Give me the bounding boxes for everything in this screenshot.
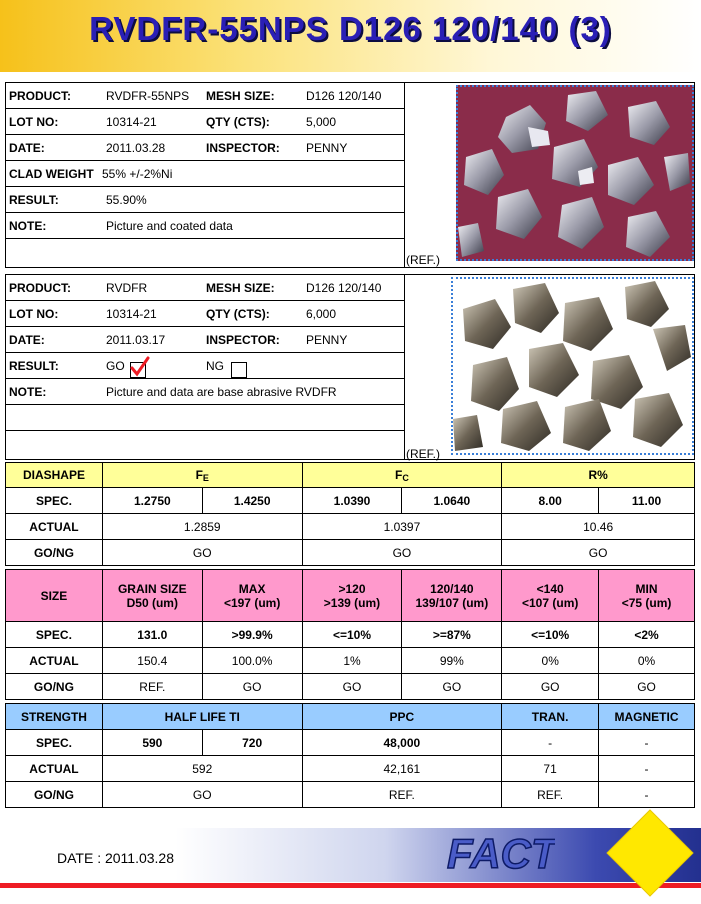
cell: 0%	[599, 648, 695, 674]
cell: 10.46	[502, 514, 695, 540]
row-product	[6, 83, 404, 109]
size-table	[5, 569, 695, 700]
header-max: MAX <197 (um)	[202, 570, 302, 622]
value-mesh: D126 120/140	[306, 281, 382, 295]
cell: GO	[202, 674, 302, 700]
label-mesh: MESH SIZE:	[206, 281, 275, 295]
divider	[404, 275, 405, 459]
cell: >99.9%	[202, 622, 302, 648]
cell: 1.2859	[102, 514, 302, 540]
value-date: 2011.03.17	[106, 333, 166, 347]
value-date: 2011.03.28	[106, 141, 166, 155]
cell: 590	[102, 730, 202, 756]
label-date: DATE:	[9, 333, 45, 347]
row-label-actual: ACTUAL	[6, 514, 103, 540]
value-note: Picture and coated data	[106, 219, 233, 233]
row-note	[6, 379, 404, 405]
header-lt140: <140 <107 (um)	[502, 570, 599, 622]
cell: GO	[402, 674, 502, 700]
fact-logo	[443, 826, 555, 876]
cell: 99%	[402, 648, 502, 674]
header-magnetic: MAGNETIC	[599, 704, 695, 730]
footer-date: DATE : 2011.03.28	[57, 850, 174, 866]
header-gt120: >120 >139 (um)	[302, 570, 402, 622]
cell: 100.0%	[202, 648, 302, 674]
cell: -	[599, 782, 695, 808]
footer-red-stripe	[0, 883, 701, 888]
ref-label: (REF.)	[406, 253, 440, 267]
cell: 1.0397	[302, 514, 502, 540]
cell: >=87%	[402, 622, 502, 648]
diamond-logo-icon	[605, 808, 695, 898]
value-product: RVDFR-55NPS	[106, 89, 190, 103]
value-lot: 10314-21	[106, 115, 157, 129]
cell: <=10%	[302, 622, 402, 648]
label-product: PRODUCT:	[9, 281, 71, 295]
card-coated	[5, 82, 695, 268]
page-title: RVDFR-55NPS D126 120/140 (3)	[89, 10, 612, 47]
label-lot: LOT NO:	[9, 307, 59, 321]
row-label-gong: GO/NG	[6, 782, 103, 808]
card-base	[5, 274, 695, 460]
row-date	[6, 327, 404, 353]
label-qty: QTY (CTS):	[206, 307, 270, 321]
row-blank	[6, 405, 404, 431]
header-strength: STRENGTH	[6, 704, 103, 730]
cell: <2%	[599, 622, 695, 648]
row-label-gong: GO/NG	[6, 540, 103, 566]
label-product: PRODUCT:	[9, 89, 71, 103]
label-result: RESULT:	[9, 359, 59, 373]
value-qty: 5,000	[306, 115, 337, 129]
header-size: SIZE	[6, 570, 103, 622]
cell: 1.0390	[302, 488, 402, 514]
label-clad: CLAD WEIGHT	[9, 167, 94, 181]
cell: 131.0	[102, 622, 202, 648]
value-inspector: PENNY	[306, 141, 348, 155]
cell: 8.00	[502, 488, 599, 514]
value-product: RVDFR	[106, 281, 148, 295]
row-lot	[6, 109, 404, 135]
label-result: RESULT:	[9, 193, 59, 207]
coated-grains-image	[458, 87, 692, 259]
row-lot	[6, 301, 404, 327]
label-inspector: INSPECTOR:	[206, 141, 280, 155]
header-tran: TRAN.	[502, 704, 599, 730]
cell: GO	[502, 540, 695, 566]
cell: GO	[599, 674, 695, 700]
value-mesh: D126 120/140	[306, 89, 382, 103]
row-label-actual: ACTUAL	[6, 648, 103, 674]
row-label-actual: ACTUAL	[6, 756, 103, 782]
cell: GO	[302, 540, 502, 566]
cell: 42,161	[302, 756, 502, 782]
cell: 1.0640	[402, 488, 502, 514]
row-label-gong: GO/NG	[6, 674, 103, 700]
cell: 48,000	[302, 730, 502, 756]
base-grains-image	[453, 279, 692, 453]
cell: 150.4	[102, 648, 202, 674]
value-clad: 55% +/-2%Ni	[102, 167, 173, 181]
cell: REF.	[302, 782, 502, 808]
ng-label: NG	[206, 359, 224, 373]
value-note: Picture and data are base abrasive RVDFR	[106, 385, 337, 399]
header-fe: FE	[102, 463, 302, 488]
row-product	[6, 275, 404, 301]
strength-table	[5, 703, 695, 808]
header-r: R%	[502, 463, 695, 488]
cell: 1.2750	[102, 488, 202, 514]
cell: <=10%	[502, 622, 599, 648]
photo-base-diamonds	[451, 277, 694, 455]
header-ppc: PPC	[302, 704, 502, 730]
svg-text:FACT: FACT	[447, 830, 555, 876]
row-date	[6, 135, 404, 161]
cell: GO	[102, 782, 302, 808]
go-checkbox[interactable]	[130, 356, 146, 372]
row-blank	[6, 239, 404, 265]
ref-label: (REF.)	[406, 447, 440, 461]
divider	[404, 83, 405, 267]
label-note: NOTE:	[9, 385, 47, 399]
cell: 71	[502, 756, 599, 782]
cell: GO	[102, 540, 302, 566]
cell: 592	[102, 756, 302, 782]
row-note	[6, 213, 404, 239]
cell: 720	[202, 730, 302, 756]
header-fc: FC	[302, 463, 502, 488]
cell: -	[599, 730, 695, 756]
cell: REF.	[502, 782, 599, 808]
cell: -	[599, 756, 695, 782]
header-grain-size: GRAIN SIZE D50 (um)	[102, 570, 202, 622]
cell: -	[502, 730, 599, 756]
label-mesh: MESH SIZE:	[206, 89, 275, 103]
header-min: MIN <75 (um)	[599, 570, 695, 622]
cell: GO	[502, 674, 599, 700]
title-banner	[0, 0, 701, 72]
cell: 11.00	[599, 488, 695, 514]
row-clad	[6, 161, 404, 187]
cell: 1.4250	[202, 488, 302, 514]
value-lot: 10314-21	[106, 307, 157, 321]
header-half-life: HALF LIFE TI	[102, 704, 302, 730]
value-result: 55.90%	[106, 193, 147, 207]
header-diashape: DIASHAPE	[6, 463, 103, 488]
row-result	[6, 353, 404, 379]
checkmark-icon	[129, 356, 151, 378]
value-qty: 6,000	[306, 307, 337, 321]
label-date: DATE:	[9, 141, 45, 155]
photo-coated-diamonds	[456, 85, 694, 261]
diashape-table	[5, 462, 695, 566]
row-result	[6, 187, 404, 213]
row-label-spec: SPEC.	[6, 622, 103, 648]
cell: 1%	[302, 648, 402, 674]
value-inspector: PENNY	[306, 333, 348, 347]
label-note: NOTE:	[9, 219, 47, 233]
cell: GO	[302, 674, 402, 700]
row-label-spec: SPEC.	[6, 488, 103, 514]
label-qty: QTY (CTS):	[206, 115, 270, 129]
go-label: GO	[106, 359, 125, 373]
label-lot: LOT NO:	[9, 115, 59, 129]
row-blank	[6, 431, 404, 457]
cell: 0%	[502, 648, 599, 674]
header-120-140: 120/140 139/107 (um)	[402, 570, 502, 622]
row-label-spec: SPEC.	[6, 730, 103, 756]
cell: REF.	[102, 674, 202, 700]
label-inspector: INSPECTOR:	[206, 333, 280, 347]
